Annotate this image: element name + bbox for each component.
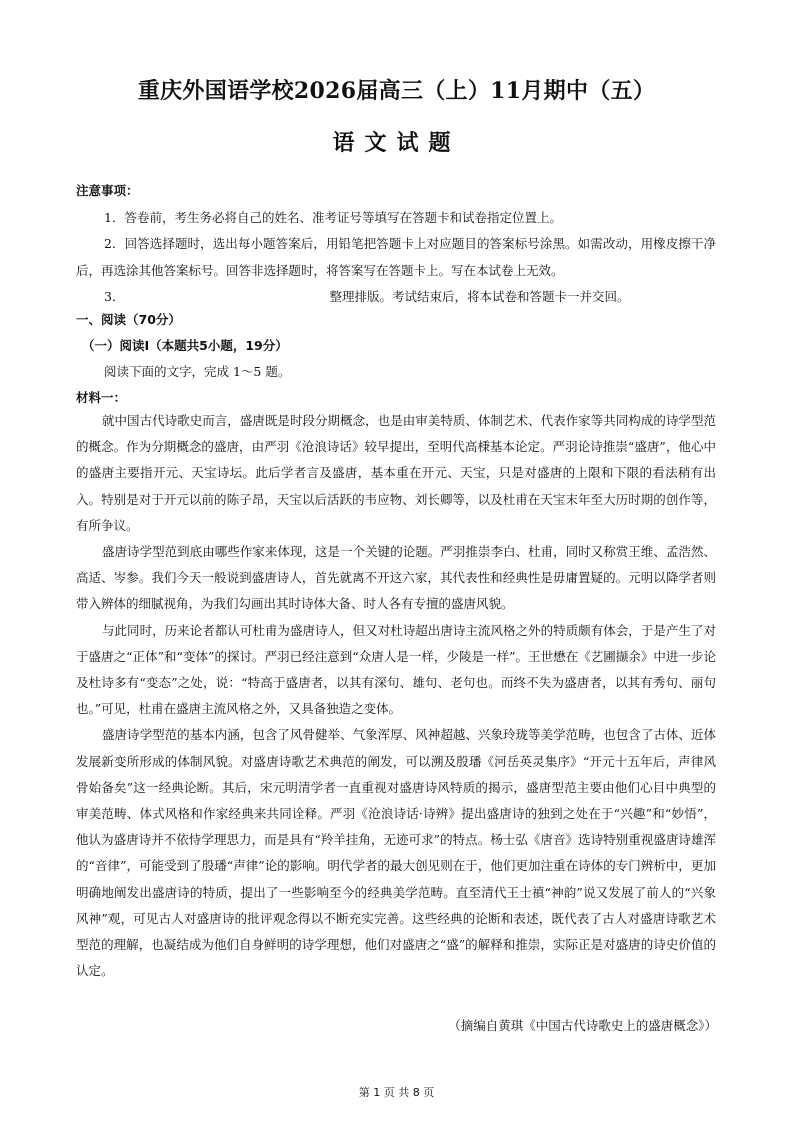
passage-paragraph-1: 就中国古代诗歌史而言，盛唐既是时段分期概念，也是由审美特质、体制艺术、代表作家等共同构成的诗学型范的概念。作为分期概念的盛唐，由严羽《沧浪诗话》较早提出，至明代高棅基本论定。严羽论诗推崇“盛唐”，他心中的盛唐主要指开元、天宝诗坛。此后学者言及盛唐，基本重在开元、天宝，只是对盛唐的上限和下限的看法稍有出入。特别是对于开元以前的陈子昂，天宝以后活跃的韦应物、刘长卿等，以及杜甫在天宝末年至大历时期的创作等，有所争议。 [76, 413, 716, 533]
reading-instruction: 阅读下面的文字，完成 1～5 题。 [104, 364, 291, 379]
exam-title: 重庆外国语学校2026届高三（上）11月期中（五） [137, 78, 656, 104]
passage-paragraph-4: 盛唐诗学型范的基本内涵，包含了风骨健举、气象浑厚、风神超越、兴象玲珑等美学范畴，也包含了古体、近体发展新变所形成的体制风貌。对盛唐诗歌艺术典范的阐发，可以溯及殷璠《河岳英灵集序》“开元十五年后，声律风骨始备矣”这一经典论断。其后，宋元明清学者一直重视对盛唐诗风特质的揭示，盛唐型范主要由他们心目中典型的审美范畴、体式风格和作家经典来共同诠释。严羽《沧浪诗话·诗辨》提出盛唐诗的独到之处在于“兴趣”和“妙悟”，他认为盛唐诗并不依恃学理思力，而是具有“羚羊挂角，无迹可求”的特点。杨士弘《唐音》选诗特别重视盛唐诗雄浑的“音律”，可能受到了殷璠“声律”论的影响。明代学者的最大创见则在于，他们更加注重在诗体的专门辨析中，更加明确地阐发出盛唐诗的特质，提出了一些影响至今的经典美学范畴。直至清代王士禛“神韵”说又发展了前人的“兴象风神”观，可见古人对盛唐诗的批评观念得以不断充实完善。这些经典的论断和表述，既代表了古人对盛唐诗歌艺术型范的理解，也凝结成为他们自身鲜明的诗学理想，他们对盛唐之“盛”的解释和推崇，实际正是对盛唐的诗史价值的认定。 [76, 727, 716, 979]
instruction-item-3-text: 整理排版。考试结束后，将本试卷和答题卡一并交回。 [329, 289, 630, 304]
passage-paragraph-2: 盛唐诗学型范到底由哪些作家来体现，这是一个关键的论题。严羽推崇李白、杜甫，同时又称赏王维、孟浩然、高适、岑参。我们今天一般说到盛唐诗人，首先就离不开这六家，其代表性和经典性是毋庸置疑的。元明以降学者则带入辨体的细腻视角，为我们勾画出其时诗体大备、时人各有专擅的盛唐风貌。 [76, 544, 716, 612]
page-number: 第 1 页 共 8 页 [358, 1086, 435, 1099]
subpart-heading: （一）阅读Ⅰ（本题共5小题，19分） [82, 338, 288, 353]
section-headings [76, 307, 716, 411]
exam-subtitle: 语文试题 [332, 130, 461, 156]
passage-paragraph-3: 与此同时，历来论者都认可杜甫为盛唐诗人，但又对杜诗超出唐诗主流风格之外的特质颇有体会，于是产生了对于盛唐之“正体”和“变体”的探讨。严羽已经注意到“众唐人是一样，少陵是一样”。王世懋在《艺圃撷余》中进一步论及杜诗多有“变态”之处，说：“特高于盛唐者，以其有深句、雄句、老句也。而终不失为盛唐者，以其有秀句、丽句也。”可见，杜甫在盛唐主流风格之外，又具备独造之变体。 [76, 622, 716, 717]
part-heading: 一、阅读（70分） [76, 312, 181, 327]
source-citation: （摘编自黄琪《中国古代诗歌史上的盛唐概念》） [448, 1018, 717, 1033]
instructions-heading: 注意事项： [76, 183, 139, 198]
passage [76, 408, 716, 984]
instruction-item-2: 2．回答选择题时，选出每小题答案后，用铅笔把答题卡上对应题目的答案标号涂黑。如需改动，用橡皮擦干净后，再选涂其他答案标号。回答非选择题时，将答案写在答题卡上。写在本试卷上无效。 [76, 236, 716, 278]
material-label: 材料一： [76, 390, 127, 405]
instructions-block [76, 178, 716, 311]
instruction-item-3-number: 3． [104, 289, 125, 304]
instruction-item-1: 1．答卷前，考生务必将自己的姓名、准考证号等填写在答题卡和试卷指定位置上。 [104, 209, 562, 225]
